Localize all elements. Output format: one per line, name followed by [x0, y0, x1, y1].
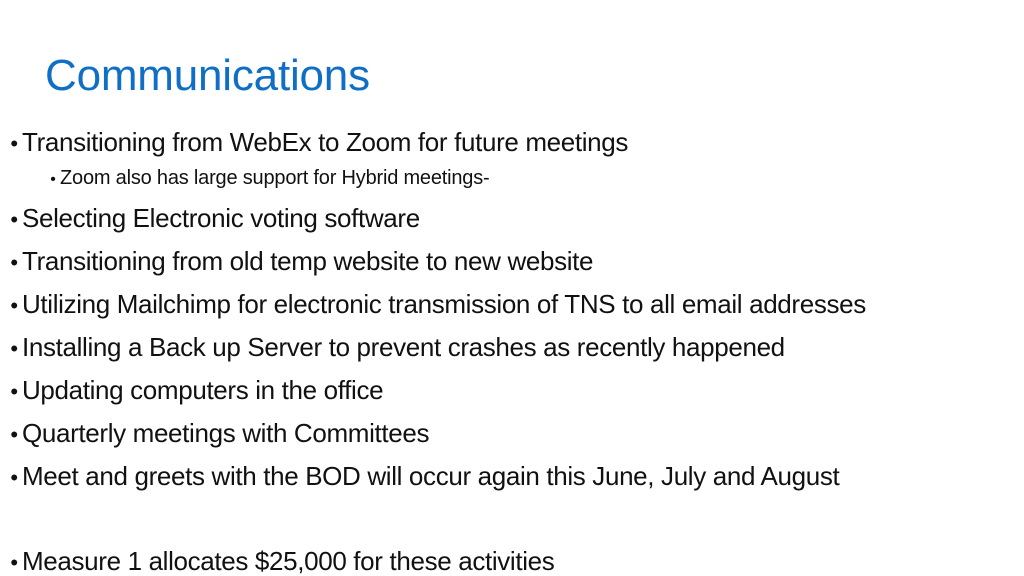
bullet-dot-icon: • — [10, 379, 18, 404]
bullet-dot-icon: • — [10, 336, 18, 361]
bullet-text: Selecting Electronic voting software — [22, 203, 420, 233]
slide-title: Communications — [45, 51, 370, 100]
bullet-item — [6, 246, 593, 278]
bullet-item — [6, 289, 866, 321]
bullet-dot-icon: • — [10, 550, 18, 575]
bullet-item — [6, 332, 785, 364]
bullet-text: Utilizing Mailchimp for electronic transmission of TNS to all email addresses — [22, 289, 866, 319]
bullet-dot-icon: • — [10, 250, 18, 275]
bullet-dot-icon: • — [10, 131, 18, 156]
bullet-text: Meet and greets with the BOD will occur again this June, July and August — [22, 461, 840, 491]
sub-bullet-item — [46, 166, 489, 192]
bullet-dot-icon: • — [10, 207, 18, 232]
bullet-text: Transitioning from old temp website to new website — [22, 246, 594, 276]
bullet-dot-icon: • — [10, 293, 18, 318]
bullet-item — [6, 546, 554, 576]
bullet-item — [6, 461, 839, 493]
bullet-text: Transitioning from WebEx to Zoom for future meetings — [22, 127, 629, 157]
bullet-item — [6, 418, 429, 450]
bullet-item — [6, 375, 383, 407]
bullet-text: Quarterly meetings with Committees — [22, 418, 430, 448]
bullet-text: Zoom also has large support for Hybrid meetings- — [60, 167, 490, 189]
bullet-dot-icon: • — [10, 465, 18, 490]
bullet-dot-icon: • — [50, 171, 56, 188]
bullet-text: Measure 1 allocates $25,000 for these activities — [22, 546, 555, 576]
bullet-text: Installing a Back up Server to prevent crashes as recently happened — [22, 332, 785, 362]
bullet-item — [6, 203, 420, 235]
bullet-dot-icon: • — [10, 422, 18, 447]
bullet-item — [6, 127, 628, 159]
bullet-text: Updating computers in the office — [22, 375, 384, 405]
